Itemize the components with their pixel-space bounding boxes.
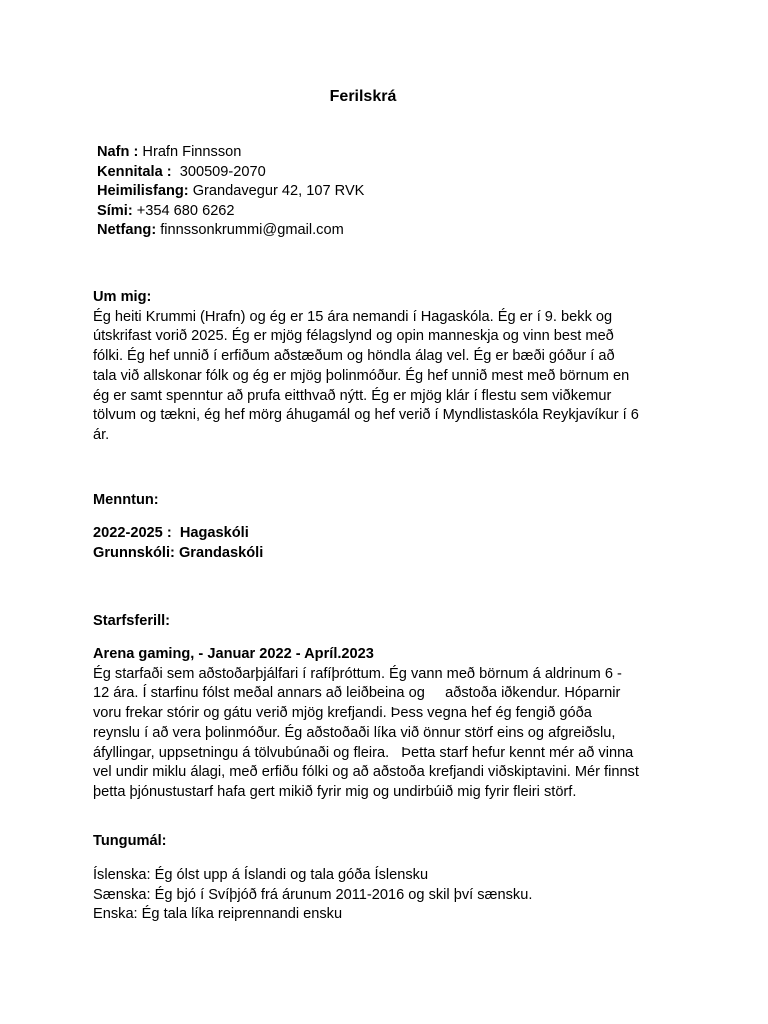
- languages-heading: Tungumál:: [93, 833, 167, 849]
- career-line: Ég starfaði sem aðstoðarþjálfari í rafíþróttum. Ég vann með börnum á aldrinum 6 -: [93, 665, 622, 682]
- career-line: voru frekar stórir og gátu verið mjög krefjandi. Þess vegna hef ég fengið góða: [93, 705, 592, 722]
- phone-value: +354 680 6262: [132, 202, 235, 219]
- career-line: 12 ára. Í starfinu fólst meðal annars að leiðbeina og aðstoða iðkendur. Hóparnir: [93, 685, 621, 702]
- about-line: tala við allskonar fólk og ég er mjög þolinmóður. Ég hef unnið mest með börnum en: [93, 367, 630, 384]
- language-line: Íslenska: Ég ólst upp á Íslandi og tala góða Íslensku: [93, 867, 429, 883]
- language-line: Enska: Ég tala líka reiprennandi ensku: [93, 906, 343, 923]
- language-line: Sænska: Ég bjó í Svíþjóð frá árunum 2011-2016 og skil því sænsku.: [93, 886, 533, 903]
- career-line: þetta þjónustustarf hafa gert mikið fyrir mig og undirbúið mig fyrir fleiri störf.: [93, 783, 577, 800]
- contact-name-row: [97, 143, 364, 163]
- contact-kennitala-row: [97, 163, 364, 183]
- phone-label: Sími:: [97, 202, 133, 219]
- career-line: reynslu í að vera þolinmóður. Ég aðstoðaði líka við önnur störf eins og afgreiðslu,: [93, 724, 616, 741]
- email-value: finnssonkrummi@gmail.com: [156, 222, 344, 239]
- about-line: ég er samt spenntur að prufa eitthvað nýtt. Ég er mjög klár í flestu sem viðkemur: [93, 387, 612, 404]
- about-line: útskrifast vorið 2025. Ég er mjög félagslynd og opin manneskja og vinn best með: [93, 328, 614, 345]
- contact-email-row: [97, 221, 364, 241]
- name-value: Hrafn Finnsson: [138, 144, 242, 160]
- about-section: [93, 288, 683, 446]
- kennitala-value: 300509-2070: [171, 163, 266, 180]
- contact-info: [97, 143, 364, 241]
- kennitala-label: Kennitala :: [97, 163, 172, 180]
- education-section: [93, 491, 683, 511]
- career-heading: Starfsferill:: [93, 613, 171, 629]
- languages-list: [93, 866, 683, 925]
- address-value: Grandavegur 42, 107 RVK: [188, 183, 365, 200]
- contact-address-row: [97, 182, 364, 202]
- name-label: Nafn :: [97, 144, 139, 160]
- about-heading: Um mig:: [93, 289, 152, 305]
- education-heading: Menntun:: [93, 492, 159, 508]
- career-line: áfyllingar, uppsetningu á tölvubúnaði og fleira. Þetta starf hefur kennt mér að vinna: [93, 744, 634, 761]
- education-line: Grunnskóli: Grandaskóli: [93, 544, 264, 561]
- about-line: Ég heiti Krummi (Hrafn) og ég er 15 ára nemandi í Hagaskóla. Ég er í 9. bekk og: [93, 308, 613, 325]
- education-line: 2022-2025 : Hagaskóli: [93, 525, 249, 541]
- document-title: Ferilskrá: [329, 88, 397, 105]
- about-line: ár.: [93, 426, 110, 443]
- email-label: Netfang:: [97, 222, 157, 239]
- career-section: [93, 612, 683, 632]
- languages-section: [93, 832, 683, 852]
- about-line: fólki. Ég hef unnið í erfiðum aðstæðum og höndla álag vel. Ég er bæði góður í að: [93, 348, 615, 365]
- career-entry: [93, 645, 683, 803]
- education-entries: [93, 524, 683, 563]
- contact-phone-row: [97, 202, 364, 222]
- job-title: Arena gaming, - Januar 2022 - Apríl.2023: [93, 646, 374, 662]
- career-line: vel undir miklu álagi, með erfiðu fólki og að aðstoða krefjandi viðskiptavini. Mér finnst: [93, 764, 639, 781]
- about-line: tölvum og tækni, ég hef mörg áhugamál og hef verið í Myndlistaskóla Reykjavíkur í 6: [93, 407, 639, 424]
- address-label: Heimilisfang:: [97, 183, 189, 200]
